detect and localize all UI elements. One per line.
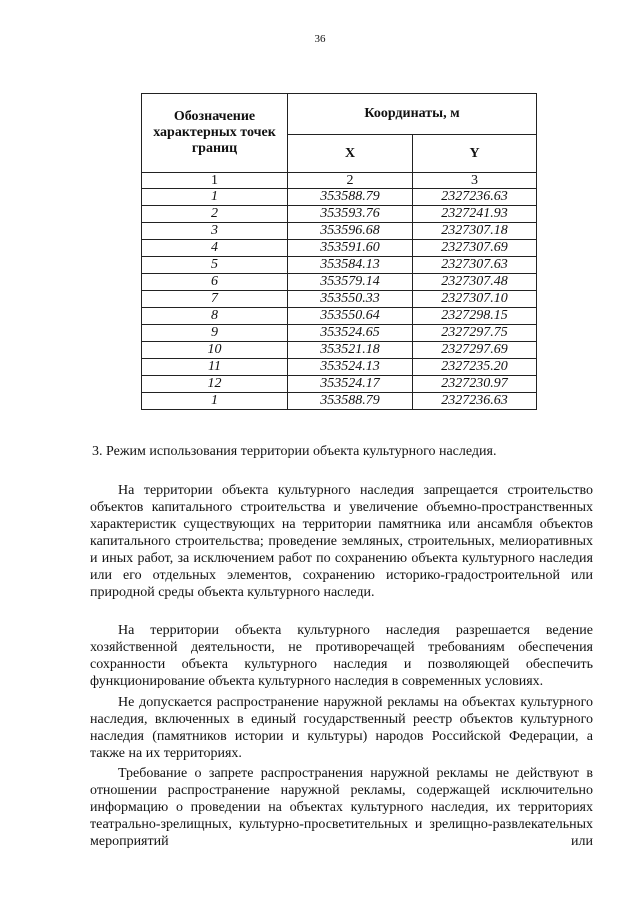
y-cell: 2327307.48 (413, 274, 537, 291)
x-cell: 353593.76 (288, 206, 413, 223)
x-cell: 353524.17 (288, 376, 413, 393)
point-cell: 10 (142, 342, 288, 359)
x-cell: 353596.68 (288, 223, 413, 240)
y-cell: 2327236.63 (413, 393, 537, 410)
point-cell: 3 (142, 223, 288, 240)
point-cell: 2 (142, 206, 288, 223)
point-cell: 1 (142, 189, 288, 206)
x-cell: 353550.64 (288, 308, 413, 325)
header-y: Y (413, 135, 537, 173)
section-title: 3. Режим использования территории объекта культурного наследия. (92, 444, 497, 459)
x-cell: 353550.33 (288, 291, 413, 308)
paragraph: Не допускается распространение наружной рекламы на объектах культурного наследия, включенных в единый государственный реестр объектов культурного наследия (памятников истории и культуры) народов Российской Федерации, а также на их территориях. (90, 695, 593, 761)
column-number: 1 (142, 173, 288, 189)
table-row (142, 206, 537, 223)
paragraph: Требование о запрете распространения наружной рекламы не действуют в отношении распространение наружной рекламы, содержащей исключительно информацию о проведении на объектах культурного наследия, их территориях театрально-зрелищных, культурно-просветительных и зрелищно-развлекательных мероприятий или (90, 766, 593, 849)
table-row (142, 342, 537, 359)
point-cell: 1 (142, 393, 288, 410)
point-cell: 4 (142, 240, 288, 257)
y-cell: 2327307.69 (413, 240, 537, 257)
table-row (142, 393, 537, 410)
table-row (142, 308, 537, 325)
y-cell: 2327241.93 (413, 206, 537, 223)
point-cell: 9 (142, 325, 288, 342)
column-number: 3 (413, 173, 537, 189)
point-cell: 12 (142, 376, 288, 393)
table-row (142, 291, 537, 308)
x-cell: 353521.18 (288, 342, 413, 359)
y-cell: 2327235.20 (413, 359, 537, 376)
table-row (142, 223, 537, 240)
x-cell: 353588.79 (288, 393, 413, 410)
x-cell: 353524.13 (288, 359, 413, 376)
table-row (142, 257, 537, 274)
y-cell: 2327297.69 (413, 342, 537, 359)
table-row (142, 325, 537, 342)
header-x: X (288, 135, 413, 173)
y-cell: 2327297.75 (413, 325, 537, 342)
column-number: 2 (288, 173, 413, 189)
point-cell: 6 (142, 274, 288, 291)
point-cell: 8 (142, 308, 288, 325)
coordinates-table (141, 93, 537, 410)
x-cell: 353588.79 (288, 189, 413, 206)
point-cell: 11 (142, 359, 288, 376)
x-cell: 353524.65 (288, 325, 413, 342)
header-coordinates: Координаты, м (288, 94, 537, 135)
paragraph: На территории объекта культурного наследия разрешается ведение хозяйственной деятельности, не противоречащей требованиям обеспечения сохранности объекта культурного наследия и позволяющей обеспечить функционирование объекта культурного наследия в современных условиях. (90, 623, 593, 689)
column-number-row (142, 173, 537, 189)
table-row (142, 274, 537, 291)
x-cell: 353579.14 (288, 274, 413, 291)
point-cell: 5 (142, 257, 288, 274)
table-row (142, 359, 537, 376)
point-cell: 7 (142, 291, 288, 308)
x-cell: 353584.13 (288, 257, 413, 274)
y-cell: 2327230.97 (413, 376, 537, 393)
header-point-label: Обозначение характерных точек границ (142, 94, 288, 173)
paragraph: На территории объекта культурного наследия запрещается строительство объектов капитального строительства и увеличение объемно-пространственных характеристик существующих на территории памятника или ансамбля объектов капитального строительства; проведение земляных, строительных, мелиоративных и иных работ, за исключением работ по сохранению объекта культурного наследия или его отдельных элементов, сохранению историко-градостроительной или природной среды объекта культурного наследи. (90, 483, 593, 600)
table-row (142, 240, 537, 257)
page-number: 36 (314, 33, 326, 45)
y-cell: 2327307.10 (413, 291, 537, 308)
y-cell: 2327298.15 (413, 308, 537, 325)
y-cell: 2327236.63 (413, 189, 537, 206)
x-cell: 353591.60 (288, 240, 413, 257)
table-row (142, 189, 537, 206)
y-cell: 2327307.18 (413, 223, 537, 240)
y-cell: 2327307.63 (413, 257, 537, 274)
table-row (142, 376, 537, 393)
